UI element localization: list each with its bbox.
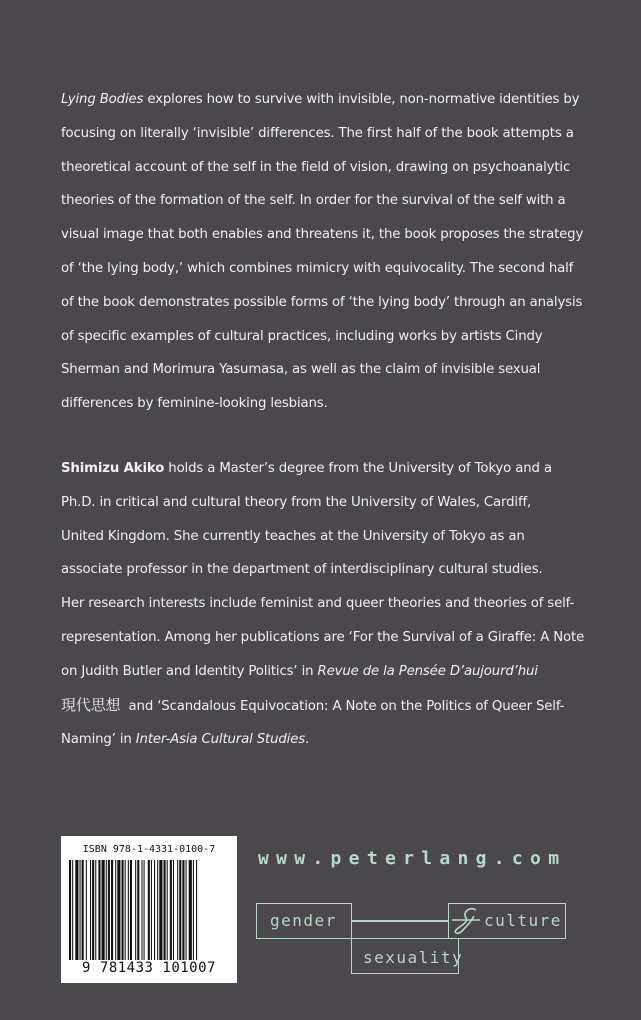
author-name: Shimizu Akiko [61, 461, 165, 476]
series-box-gender: gender [256, 903, 352, 939]
description-line: differences by feminine-looking lesbians. [61, 396, 328, 412]
bio-line: associate professor in the department of interdisciplinary cultural studies. [61, 562, 543, 578]
barcode-number: 9 781433 101007 [82, 960, 216, 976]
series-box-culture: culture [448, 903, 566, 939]
barcode-bars [67, 860, 231, 960]
journal-title: Revue de la Pensée D’aujourd’hui [317, 663, 538, 679]
isbn-label: ISBN 978-1-4331-0100-7 [82, 844, 216, 855]
book-description [61, 83, 584, 421]
bio-line: Shimizu Akiko holds a Master’s degree from the University of Tokyo and a [61, 461, 552, 476]
bio-line: 現代思想 and ‘Scandalous Equivocation: A Note on the Politics of Queer Self- [61, 695, 565, 714]
description-line: theories of the formation of the self. In order for the survival of the self with a [61, 193, 566, 209]
description-line: of ‘the lying body,’ which combines mimicry with equivocality. The second half [61, 260, 574, 276]
bio-line: Ph.D. in critical and cultural theory from the University of Wales, Cardiff, [61, 494, 532, 510]
journal-title: Inter-Asia Cultural Studies [135, 732, 305, 748]
bio-line: Naming’ in Inter-Asia Cultural Studies. [61, 732, 310, 748]
book-title: Lying Bodies [61, 92, 144, 107]
description-line: Lying Bodies explores how to survive with invisible, non-normative identities by [61, 92, 580, 107]
description-line: of specific examples of cultural practices, including works by artists Cindy [61, 328, 543, 344]
bio-line: on Judith Butler and Identity Politics’ in Revue de la Pensée D’aujourd’hui [61, 663, 538, 679]
author-bio [61, 452, 585, 757]
description-line: visual image that both enables and threatens it, the book proposes the strategy [61, 227, 584, 243]
description-line: of the book demonstrates possible forms of ‘the lying body’ through an analysis [61, 294, 583, 310]
series-connector-line [351, 920, 448, 922]
publisher-url: www.peterlang.com [258, 848, 567, 869]
bio-line: Her research interests include feminist and queer theories and theories of self- [61, 596, 575, 612]
bio-line: representation. Among her publications are ‘For the Survival of a Giraffe: A Note [61, 629, 585, 645]
bio-line: United Kingdom. She currently teaches at the University of Tokyo as an [61, 528, 525, 544]
kanji-title: 現代思想 [61, 695, 121, 714]
isbn-barcode [61, 836, 237, 983]
series-box-sexuality: sexuality [351, 938, 459, 974]
description-line: theoretical account of the self in the field of vision, drawing on psychoanalytic [61, 159, 571, 175]
description-line: Sherman and Morimura Yasumasa, as well as the claim of invisible sexual [61, 362, 541, 378]
description-line: focusing on literally ‘invisible’ differences. The first half of the book attempts a [61, 125, 574, 141]
ampersand-icon [446, 904, 486, 936]
